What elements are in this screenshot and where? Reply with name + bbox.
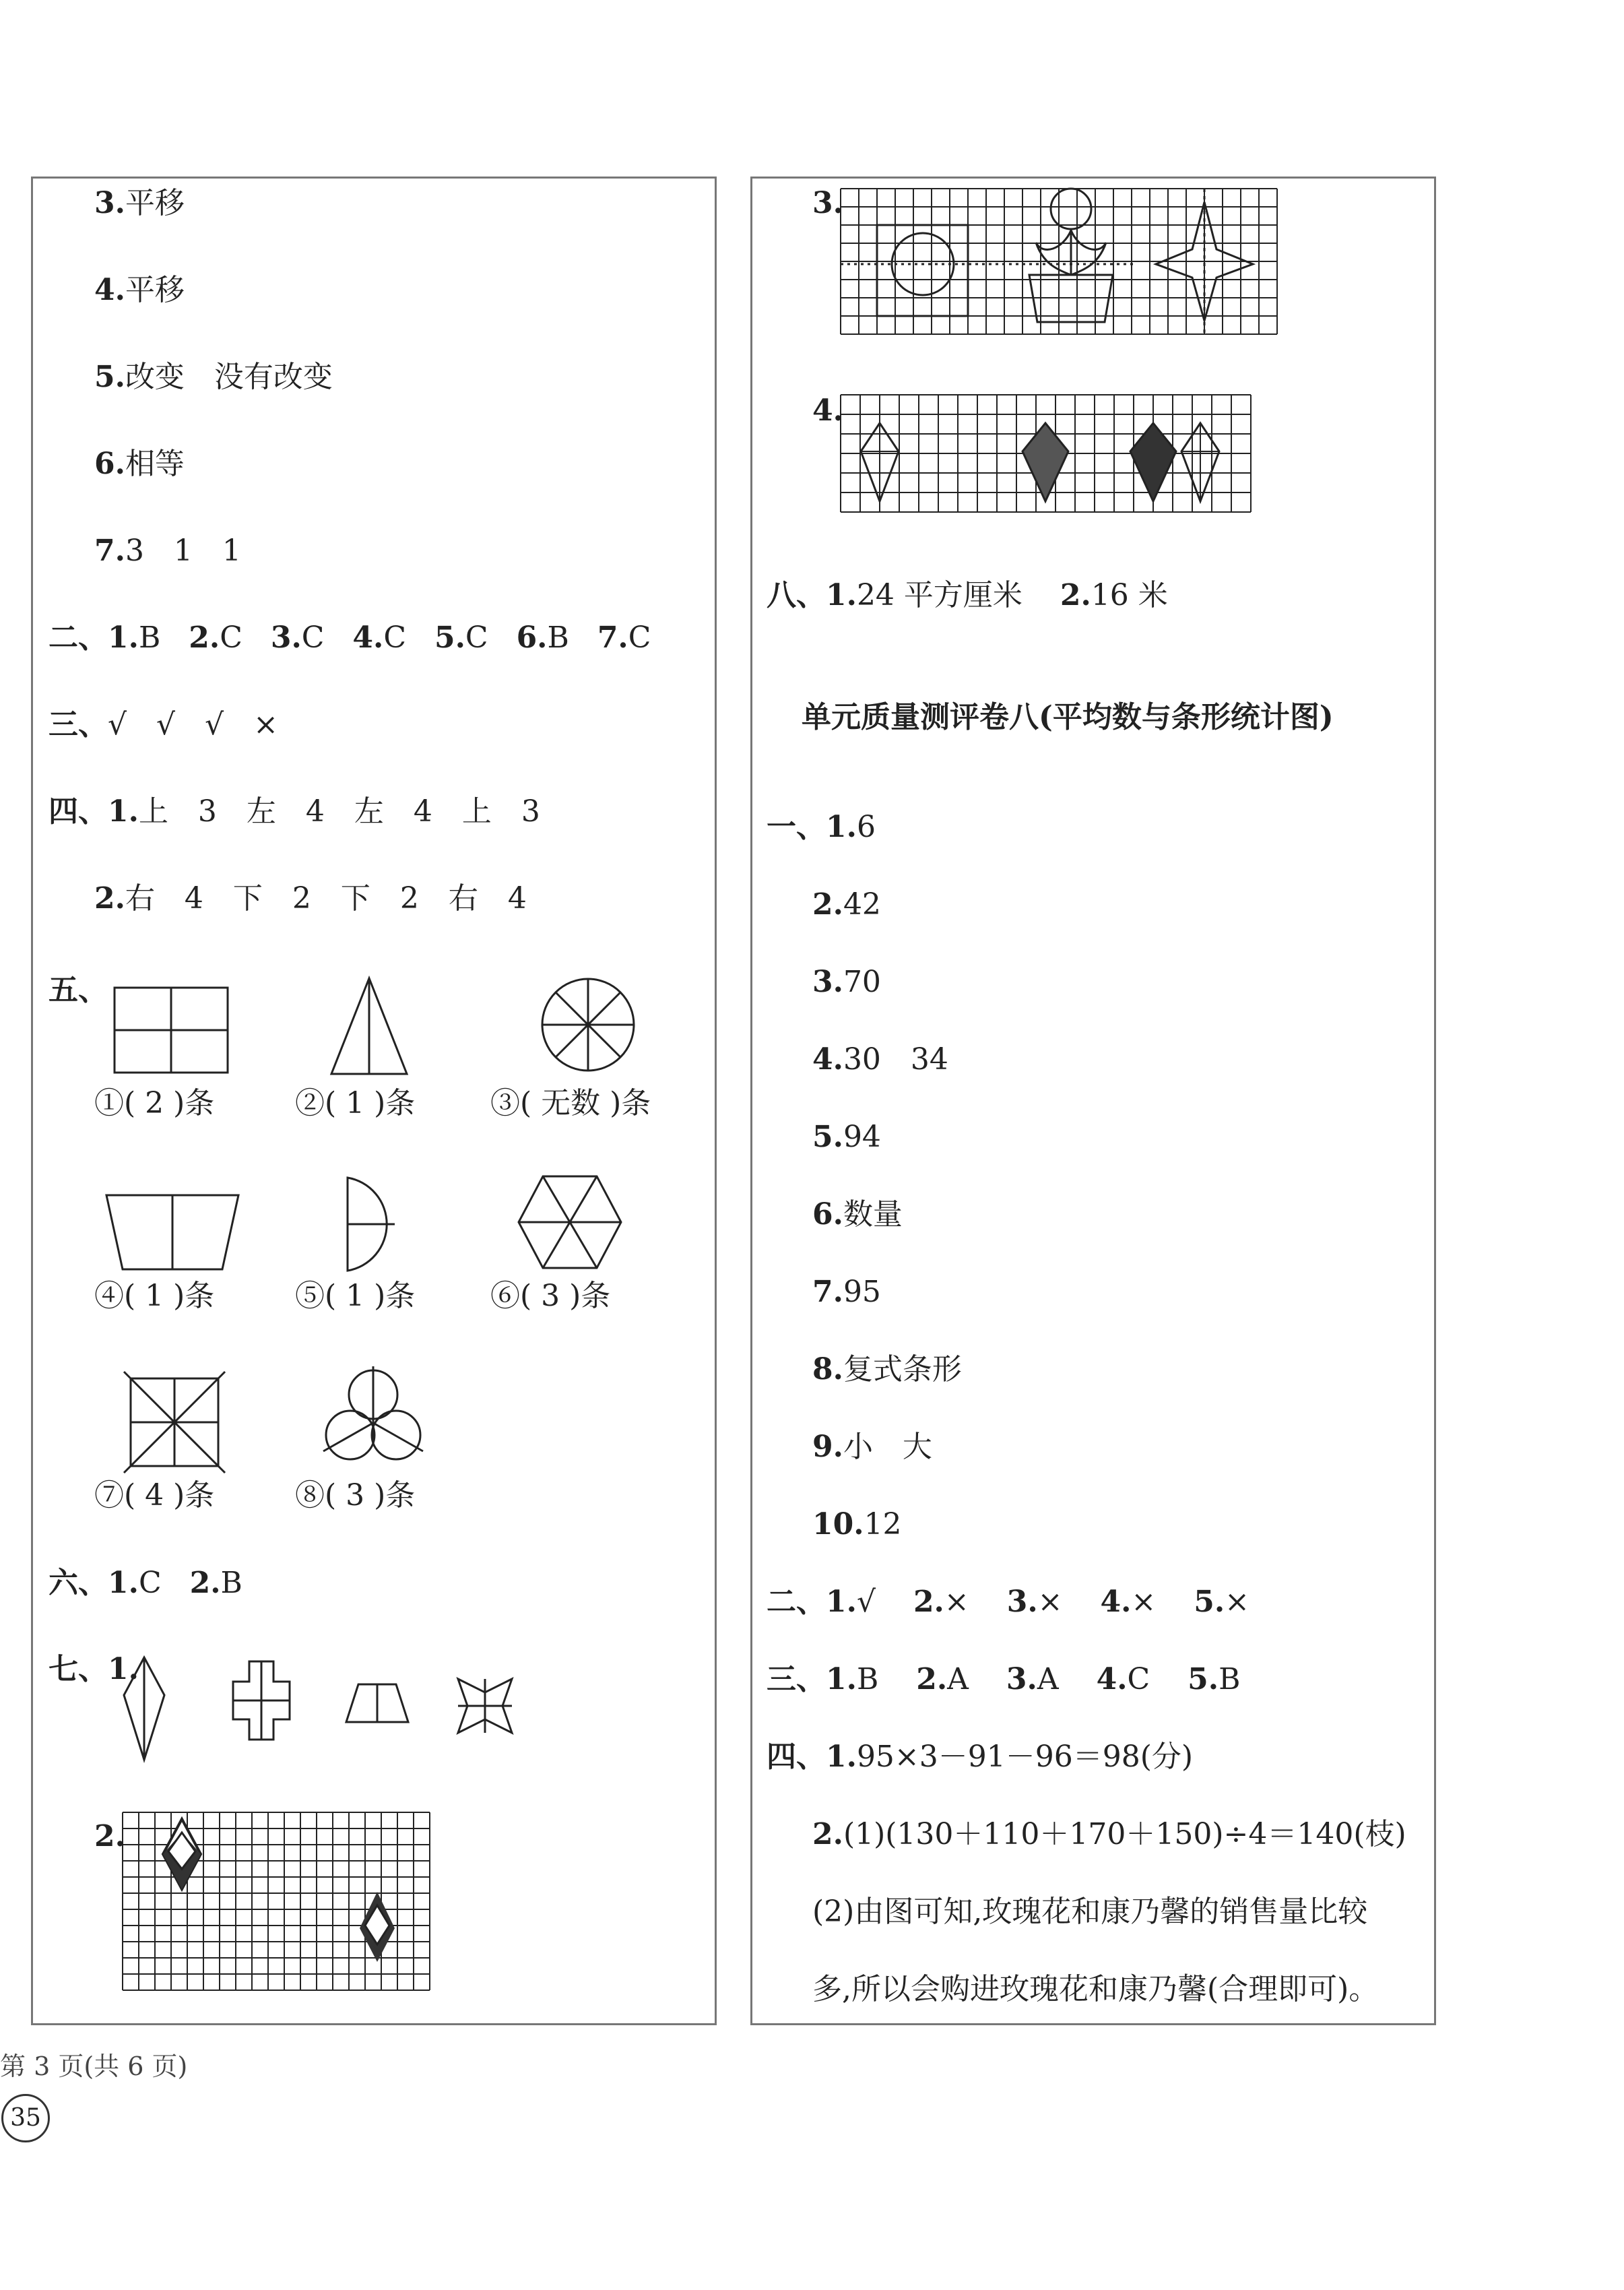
- page-indicator: 第 3 页(共 6 页): [0, 2052, 188, 2081]
- left-item-4: 4.平移: [94, 273, 185, 307]
- page-number-badge: 35: [1, 2094, 50, 2142]
- right-sec1-item-4: 4.30 34: [812, 1042, 948, 1077]
- left-item-3: 3.平移: [94, 186, 185, 220]
- section-8-answers: 八、1.24 平方厘米 2.16 米: [767, 578, 1168, 612]
- right-section-4-q2-line3: (2)由图可知,玫瑰花和康乃馨的销售量比较: [812, 1895, 1368, 1929]
- right-section-4-q2: 2.(1)(130＋110＋170＋150)÷4＝140(枝): [812, 1817, 1406, 1851]
- section-3-answers: 三、√ √ √ ×: [48, 707, 278, 742]
- right-sec1-item-7: 7.95: [812, 1275, 881, 1309]
- trapezoid-figure: [104, 1192, 241, 1272]
- caption-7: ⑦( 4 )条: [94, 1478, 215, 1513]
- section-4-q1: 四、1.上 3 左 4 左 4 上 3: [48, 794, 540, 829]
- caption-1: ①( 2 )条: [94, 1086, 215, 1120]
- right-sec1-item-5: 5.94: [812, 1120, 881, 1154]
- right-sec1-item-10: 10.12: [812, 1507, 902, 1541]
- rotation-grid-q4: [841, 395, 1253, 527]
- right-section-2-answers: 二、1.√ 2.× 3.× 4.× 5.×: [767, 1585, 1250, 1619]
- section-6-answers: 六、1.C 2.B: [48, 1566, 242, 1600]
- right-section-4-q1: 四、1.95×3－91－96＝98(分): [767, 1740, 1194, 1774]
- caption-6: ⑥( 3 )条: [490, 1279, 611, 1313]
- right-sec1-item-3: 3.70: [812, 965, 881, 999]
- right-section-3-answers: 三、1.B 2.A 3.A 4.C 5.B: [767, 1662, 1241, 1696]
- caption-5: ⑤( 1 )条: [295, 1279, 416, 1313]
- trefoil-figure: [321, 1366, 426, 1469]
- right-sec1-item-9: 9.小 大: [812, 1430, 932, 1464]
- unit-test-title: 单元质量测评卷八(平均数与条形统计图): [802, 700, 1334, 734]
- semicircle-figure: [345, 1175, 399, 1273]
- bowtie-figure: [455, 1676, 516, 1737]
- section-4-q2: 2.右 4 下 2 下 2 右 4: [94, 881, 527, 916]
- right-q4-label: 4.: [812, 393, 843, 428]
- right-section-4-q2-line4: 多,所以会购进玫瑰花和康乃馨(合理即可)。: [812, 1972, 1379, 2006]
- isosceles-triangle-figure: [329, 976, 410, 1077]
- right-sec1-item-8: 8.复式条形: [812, 1352, 962, 1387]
- left-item-6: 6.相等: [94, 447, 185, 481]
- left-item-7: 7.3 1 1: [94, 534, 241, 568]
- rectangle-figure: [113, 986, 229, 1074]
- left-item-5: 5.改变 没有改变: [94, 360, 333, 394]
- cross-figure: [230, 1659, 292, 1742]
- section-7-q2-label: 2.: [94, 1819, 125, 1853]
- caption-8: ⑧( 3 )条: [295, 1478, 416, 1513]
- caption-2: ②( 1 )条: [295, 1086, 416, 1120]
- caption-4: ④( 1 )条: [94, 1279, 215, 1313]
- section-2-answers: 二、1.B 2.C 3.C 4.C 5.C 6.B 7.C: [48, 621, 651, 655]
- right-sec1-item-1: 一、1.6: [767, 810, 876, 844]
- circle-figure: [539, 976, 637, 1074]
- caption-3: ③( 无数 )条: [490, 1086, 651, 1120]
- symmetry-grid-left: [123, 1812, 430, 1992]
- square-figure: [124, 1372, 225, 1473]
- right-sec1-item-2: 2.42: [812, 887, 881, 922]
- right-q3-label: 3.: [812, 186, 843, 220]
- section-7-label: 七、1.: [48, 1652, 139, 1686]
- trapezoid-small-figure: [344, 1682, 411, 1725]
- drawing-grid-q3: [841, 189, 1313, 344]
- hexagon-figure: [516, 1174, 624, 1271]
- kite-figure: [121, 1655, 168, 1762]
- right-sec1-item-6: 6.数量: [812, 1197, 903, 1232]
- section-5-label: 五、: [48, 973, 108, 1007]
